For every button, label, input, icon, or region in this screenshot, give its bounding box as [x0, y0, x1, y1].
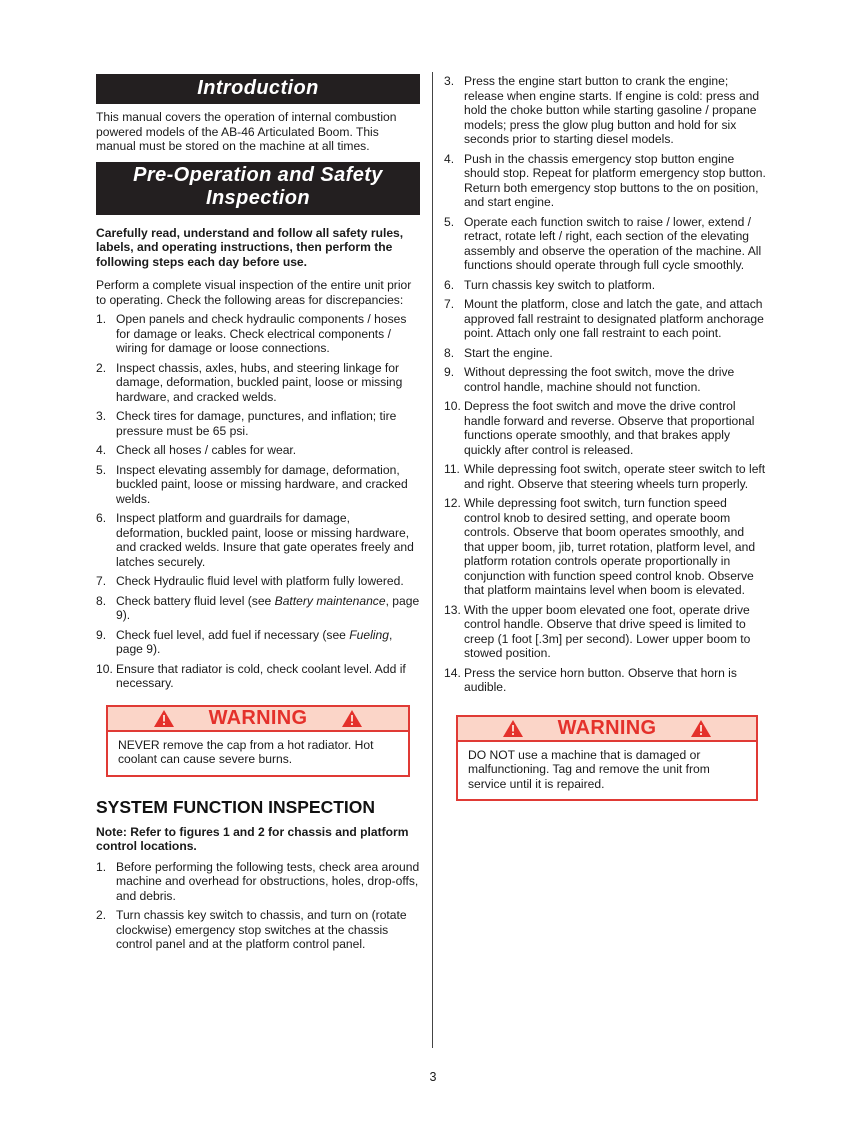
page-number: 3 [429, 1070, 437, 1084]
list-item: 5. Operate each function switch to raise / lower, extend / retract, rotate left / right, each section of the elevating assembly and observe the operation of the machine. All functions should operate through full cycle smoothly. [444, 214, 762, 272]
list-item: 8. Start the engine. [444, 345, 553, 360]
list-item: 4. Push in the chassis emergency stop button engine should stop. Repeat for platform emergency stop button. Return both emergency stop buttons to the on position, and start engine. [444, 151, 766, 209]
radiator-warning-box [106, 705, 410, 777]
pre-operation-heading-line2: Inspection [205, 186, 310, 209]
list-item: 9. Check fuel level, add fuel if necessary (see Fueling, page 9). [96, 627, 393, 656]
safety-instruction-text: Carefully read, understand and follow all safety rules, labels, and operating instructions, then perform the following steps each day before use. [96, 225, 404, 269]
battery-maintenance-reference: Battery maintenance [274, 593, 386, 608]
list-item: 3. Press the engine start button to crank the engine; release when engine starts. If engine is cold: press and hold the choke button while starting gasoline / propane models; press the glow plug button and hold for six seconds prior to starting diesel models. [444, 74, 760, 146]
list-item: 7. Check Hydraulic fluid level with platform fully lowered. [96, 574, 404, 588]
system-steps-continued [444, 74, 766, 695]
left-column [96, 74, 420, 952]
warning-text: DO NOT use a machine that is damaged or malfunctioning. Tag and remove the unit from service until it is repaired. [468, 747, 710, 791]
list-item: 10. Depress the foot switch and move the drive control handle forward and reverse. Observe that proportional functions operate smoothly, and that brakes apply quickly after control is released. [444, 399, 755, 457]
system-note: Note: Refer to figures 1 and 2 for chassis and platform control locations. [96, 824, 409, 853]
list-item: 7. Mount the platform, close and latch the gate, and attach approved fall restraint to designated platform anchorage point. Attach only one fall restraint to each point. [444, 297, 764, 340]
list-item: 4. Check all hoses / cables for wear. [96, 443, 297, 457]
warning-text: NEVER remove the cap from a hot radiator. Hot coolant can cause severe burns. [118, 737, 374, 766]
warning-header [108, 707, 408, 732]
list-item: 12. While depressing foot switch, turn function speed control knob to desired setting, and operate boom controls. Observe that boom operates smoothly, and that upper boom, jib, turret rotation, platform level, and platform rotation controls operate proportionally in conjunction with function speed control knob. Observe that platform maintains level when boom is elevated. [444, 496, 756, 597]
list-item: 1. Open panels and check hydraulic components / hoses for damage or leaks. Check electrical components / wiring for damage or loose connections. [96, 312, 407, 355]
warning-triangle-icon [341, 709, 363, 728]
list-item: 11. While depressing foot switch, operate steer switch to left and right. Observe that steering wheels turn properly. [444, 462, 766, 491]
introduction-heading-text: Introduction [197, 77, 319, 99]
list-item: 1. Before performing the following tests, check area around machine and overhead for obstructions, holes, drop-offs, and debris. [96, 859, 420, 903]
introduction-heading [96, 74, 420, 104]
fueling-reference: Fueling [349, 627, 389, 642]
list-item: 3. Check tires for damage, punctures, and inflation; tire pressure must be 65 psi. [96, 409, 397, 438]
column-divider [432, 72, 433, 1048]
warning-label: WARNING [557, 716, 657, 739]
warning-triangle-icon [153, 709, 175, 728]
warning-triangle-icon [502, 719, 524, 738]
damaged-machine-warning-box [456, 715, 758, 802]
inspection-checklist [96, 312, 420, 691]
list-item: 14. Press the service horn button. Observe that horn is audible. [444, 665, 737, 694]
list-item: 9. Without depressing the foot switch, move the drive control handle, machine should not function. [444, 365, 735, 394]
list-item: 13. With the upper boom elevated one foot, operate drive control handle. Observe that drive speed is limited to creep (1 foot [.3m] per second). Lower upper boom to stowed position. [444, 602, 751, 660]
warning-label: WARNING [208, 706, 308, 729]
system-steps-list [96, 860, 420, 952]
introduction-text: This manual covers the operation of internal combustion powered models of the AB-46 Articulated Boom. This manual must be stored on the machine at all times. [96, 110, 397, 153]
warning-triangle-icon [690, 719, 712, 738]
list-item: 10. Ensure that radiator is cold, check coolant level. Add if necessary. [96, 661, 406, 690]
list-item: 8. Check battery fluid level (see Battery maintenance, page 9). [96, 593, 420, 622]
list-item: 6. Inspect platform and guardrails for damage, deformation, buckled paint, loose or missing hardware, and cracked welds. Insure that gate operates freely and latches securely. [96, 511, 414, 569]
list-item: 5. Inspect elevating assembly for damage, deformation, buckled paint, loose or missing hardware, and cracked welds. [96, 462, 408, 506]
visual-inspection-intro: Perform a complete visual inspection of the entire unit prior to operating. Check the following areas for discrepancies: [96, 278, 412, 307]
list-item: 6. Turn chassis key switch to platform. [444, 277, 656, 292]
right-column [444, 74, 766, 801]
pre-operation-heading [96, 162, 420, 215]
list-item: 2. Turn chassis key switch to chassis, and turn on (rotate clockwise) emergency stop switches at the chassis control panel and at the platform control panel. [96, 908, 407, 951]
pre-operation-heading-line1: Pre-Operation and Safety [133, 163, 383, 186]
list-item: 2. Inspect chassis, axles, hubs, and steering linkage for damage, deformation, buckled paint, loose or missing hardware, and cracked welds. [96, 360, 403, 404]
system-function-heading: SYSTEM FUNCTION INSPECTION [96, 796, 376, 817]
warning-header [458, 717, 756, 742]
